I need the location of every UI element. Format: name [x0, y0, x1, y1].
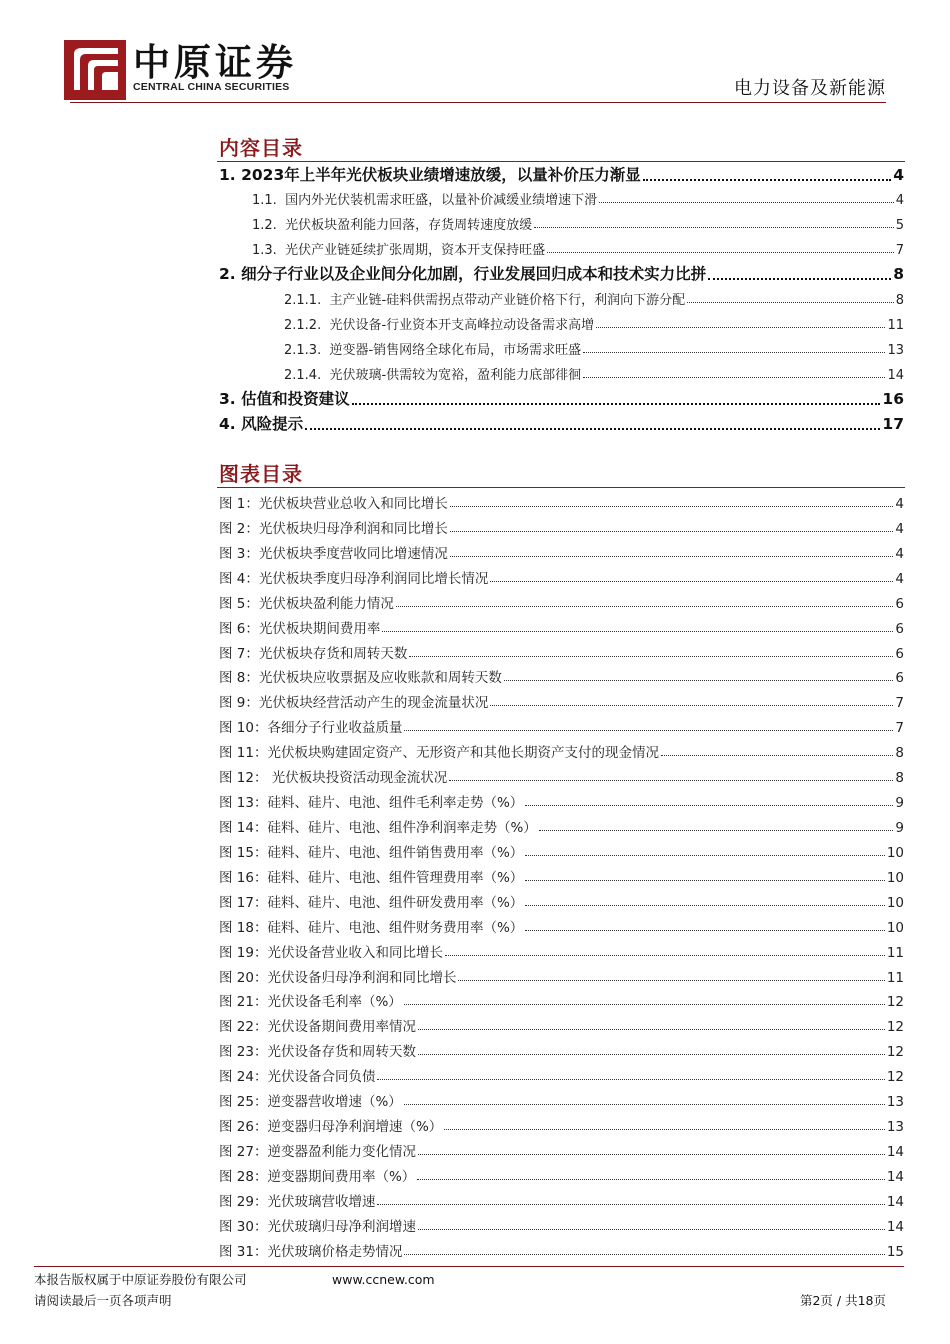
figure-item-page: 6 [895, 645, 904, 662]
figure-item[interactable] [219, 866, 904, 886]
figure-item-label: 图 6： [219, 620, 259, 637]
toc-leader-dots [583, 352, 885, 353]
figure-item-text: 光伏设备归母净利润和同比增长 [267, 969, 457, 986]
figure-leader-dots [418, 1154, 885, 1155]
figure-item-page: 11 [886, 969, 904, 986]
figure-item-text: 硅料、硅片、电池、组件研发费用率（%） [267, 894, 524, 911]
figure-item[interactable] [219, 916, 904, 936]
figure-leader-dots [418, 1054, 885, 1055]
toc-item-number: 2.1.1. [284, 293, 322, 308]
figure-item-text: 光伏玻璃营收增速 [267, 1193, 376, 1210]
figure-item-text: 光伏板块营业总收入和同比增长 [258, 496, 448, 512]
figure-item-text: 硅料、硅片、电池、组件管理费用率（%） [267, 869, 524, 886]
figure-leader-dots [525, 930, 885, 931]
figure-leader-dots [382, 631, 893, 632]
figure-item-page: 8 [895, 770, 904, 787]
figures-title: 图表目录 [219, 462, 303, 486]
toc-item-page: 7 [895, 243, 904, 258]
footer-disclaimer: 请阅读最后一页各项声明 [34, 1293, 172, 1308]
figure-item-label: 图 9： [219, 695, 259, 712]
figure-item-page: 4 [895, 545, 904, 562]
figure-leader-dots [525, 855, 885, 856]
figure-item-text: 硅料、硅片、电池、组件财务费用率（%） [267, 919, 524, 936]
toc-item-page: 16 [882, 390, 904, 408]
figure-item-label: 图 19： [219, 944, 268, 961]
figure-item-label: 图 30： [219, 1218, 268, 1235]
figure-item-page: 9 [895, 820, 904, 836]
figure-item-page: 10 [886, 894, 904, 911]
figure-item-label: 图 20： [219, 969, 268, 986]
toc-leader-dots [583, 377, 885, 378]
figure-leader-dots [504, 680, 894, 681]
toc-item-number: 2.1.4. [284, 368, 322, 383]
logo-english-name: CENTRAL CHINA SECURITIES [133, 81, 290, 93]
figure-item-text: 光伏玻璃价格走势情况 [267, 1243, 403, 1260]
figure-item[interactable] [219, 1190, 904, 1210]
figure-item[interactable] [219, 1015, 904, 1035]
toc-item-text: 光伏产业链延续扩张周期，资本开支保持旺盛 [285, 243, 546, 258]
figure-item[interactable] [219, 666, 904, 686]
toc-item[interactable] [252, 239, 904, 258]
figure-item-label: 图 18： [219, 919, 268, 936]
toc-item[interactable] [219, 262, 904, 284]
toc-item-text: 光伏玻璃-供需较为宽裕，盈利能力底部徘徊 [329, 368, 582, 383]
toc-item-text: 风险提示 [241, 415, 304, 433]
figure-leader-dots [444, 1129, 885, 1130]
toc-item-page: 4 [893, 166, 904, 184]
figure-item-page: 12 [886, 1019, 904, 1036]
figure-item-label: 图 13： [219, 795, 268, 811]
header-divider [70, 102, 886, 103]
company-logo-icon [64, 40, 126, 100]
toc-item-page: 13 [887, 343, 904, 358]
figure-item[interactable] [219, 841, 904, 861]
figure-item-text: 光伏设备毛利率（%） [267, 994, 402, 1011]
toc-item[interactable] [284, 339, 904, 358]
figure-item[interactable] [219, 642, 904, 662]
figure-item-label: 图 16： [219, 869, 268, 886]
figure-leader-dots [490, 581, 893, 582]
toc-item-text: 逆变器-销售网络全球化布局，市场需求旺盛 [329, 343, 582, 358]
figure-item[interactable] [219, 1215, 904, 1235]
figure-leader-dots [404, 1254, 884, 1255]
toc-item-page: 14 [887, 368, 904, 383]
figure-item-label: 图 1： [219, 496, 259, 512]
footer-copyright: 本报告版权属于中原证券股份有限公司 [34, 1272, 247, 1287]
figure-item-text: 光伏板块期间费用率 [258, 620, 381, 637]
figure-item-label: 图 24： [219, 1069, 268, 1086]
figure-item[interactable] [219, 517, 904, 537]
toc-item-page: 17 [882, 415, 904, 433]
figure-item-page: 13 [886, 1119, 904, 1135]
figure-item-page: 6 [895, 595, 904, 612]
figure-item-text: 各细分子行业收益质量 [267, 720, 403, 737]
figure-item-page: 4 [895, 496, 904, 512]
figure-leader-dots [409, 656, 893, 657]
figure-item-label: 图 27： [219, 1143, 268, 1160]
toc-item-number: 3. [219, 390, 236, 408]
toc-item-text: 主产业链-硅料供需拐点带动产业链价格下行，利润向下游分配 [329, 293, 686, 308]
figure-item[interactable] [219, 716, 904, 736]
figure-item-text: 光伏板块盈利能力情况 [258, 595, 394, 612]
figure-item-label: 图 14： [219, 820, 268, 836]
figure-leader-dots [377, 1204, 884, 1205]
figure-leader-dots [450, 531, 894, 532]
figure-item-label: 图 12： [219, 770, 268, 787]
figure-item-text: 光伏板块应收票据及应收账款和周转天数 [258, 670, 502, 687]
toc-leader-dots [305, 428, 880, 430]
figure-item-page: 14 [886, 1143, 904, 1160]
figure-item-label: 图 11： [219, 745, 268, 762]
figure-item-label: 图 31： [219, 1243, 268, 1260]
figure-item-text: 光伏板块季度营收同比增速情况 [258, 545, 448, 562]
toc-item[interactable] [219, 163, 904, 185]
figure-item[interactable] [219, 592, 904, 612]
figure-item-label: 图 26： [219, 1119, 268, 1135]
figure-item-page: 4 [895, 570, 904, 587]
figure-item-text: 光伏板块购建固定资产、无形资产和其他长期资产支付的现金情况 [267, 745, 659, 762]
figure-item-page: 10 [886, 919, 904, 936]
figure-item-page: 14 [886, 1218, 904, 1235]
figure-item-page: 11 [886, 944, 904, 961]
figure-leader-dots [539, 830, 894, 831]
figure-item-text: 光伏设备合同负债 [267, 1069, 376, 1086]
toc-item-number: 1. [219, 166, 236, 184]
figure-item-label: 图 29： [219, 1193, 268, 1210]
toc-item-text: 国内外光伏装机需求旺盛，以量补价减缓业绩增速下滑 [285, 193, 598, 208]
figures-title-divider [217, 487, 905, 488]
figure-item-label: 图 4： [219, 570, 259, 587]
figure-item-text: 光伏板块经营活动产生的现金流量状况 [258, 695, 489, 712]
figure-leader-dots [418, 1229, 885, 1230]
figure-item-page: 13 [886, 1094, 904, 1111]
figure-item[interactable] [219, 990, 904, 1010]
figure-item-label: 图 7： [219, 645, 259, 662]
toc-item-number: 2.1.3. [284, 343, 322, 358]
figure-item-text: 光伏板块存货和周转天数 [258, 645, 408, 662]
figure-leader-dots [404, 1104, 885, 1105]
figure-item-text: 逆变器盈利能力变化情况 [267, 1143, 416, 1160]
toc-item-number: 1.3. [252, 243, 277, 258]
page-header [0, 0, 950, 105]
figure-item-label: 图 15： [219, 844, 268, 861]
figure-item-page: 14 [886, 1193, 904, 1210]
figure-item[interactable] [219, 542, 904, 562]
figure-leader-dots [490, 705, 893, 706]
figure-item[interactable] [219, 941, 904, 961]
toc-title: 内容目录 [219, 136, 303, 160]
figure-item-page: 12 [886, 994, 904, 1011]
toc-item-text: 估值和投资建议 [241, 390, 350, 408]
footer-divider [34, 1266, 904, 1267]
figure-item-text: 逆变器期间费用率（%） [267, 1168, 416, 1185]
figure-item[interactable] [219, 1165, 904, 1185]
figure-item-text: 硅料、硅片、电池、组件毛利率走势（%） [267, 795, 524, 811]
footer-website-link[interactable]: www.ccnew.com [332, 1272, 435, 1287]
figure-leader-dots [418, 1029, 885, 1030]
figure-item-text: 逆变器归母净利润增速（%） [267, 1119, 443, 1135]
figure-item-page: 10 [886, 844, 904, 861]
figure-item-page: 14 [886, 1168, 904, 1185]
figure-item[interactable] [219, 1115, 904, 1135]
toc-leader-dots [534, 227, 894, 228]
figure-item-label: 图 2： [219, 520, 259, 537]
figure-item-label: 图 21： [219, 994, 268, 1011]
figure-item-page: 15 [886, 1243, 904, 1260]
figure-item[interactable] [219, 766, 904, 786]
figure-item-label: 图 23： [219, 1044, 268, 1061]
figure-leader-dots [525, 805, 893, 806]
figure-leader-dots [445, 955, 885, 956]
figure-item[interactable] [219, 1065, 904, 1085]
figure-leader-dots [525, 905, 885, 906]
figure-item-label: 图 28： [219, 1168, 268, 1185]
toc-item-page: 4 [895, 193, 904, 208]
figure-item[interactable] [219, 1090, 904, 1110]
toc-item-text: 光伏设备-行业资本开支高峰拉动设备需求高增 [329, 318, 595, 333]
figure-item-text: 硅料、硅片、电池、组件销售费用率（%） [267, 844, 524, 861]
figure-item[interactable] [219, 791, 904, 811]
figure-item-page: 9 [895, 795, 904, 811]
toc-item-number: 2.1.2. [284, 318, 322, 333]
toc-item[interactable] [252, 189, 904, 208]
figure-item-text: 硅料、硅片、电池、组件净利润率走势（%） [267, 820, 537, 836]
figure-leader-dots [404, 1004, 885, 1005]
figure-item[interactable] [219, 1040, 904, 1060]
figure-item-page: 4 [895, 520, 904, 537]
figure-item-text: 光伏板块归母净利润和同比增长 [258, 520, 448, 537]
toc-leader-dots [708, 278, 891, 280]
figure-item-label: 图 25： [219, 1094, 268, 1111]
toc-item[interactable] [252, 214, 904, 233]
figure-item-text: 光伏设备营业收入和同比增长 [267, 944, 443, 961]
figure-item-text: 光伏板块投资活动现金流状况 [267, 770, 448, 787]
figure-item-label: 图 22： [219, 1019, 268, 1036]
figure-item-label: 图 3： [219, 545, 259, 562]
figure-item[interactable] [219, 492, 904, 512]
toc-item[interactable] [219, 387, 904, 409]
figure-leader-dots [450, 506, 894, 507]
figure-leader-dots [377, 1079, 884, 1080]
figure-leader-dots [404, 730, 893, 731]
figure-item-page: 7 [895, 720, 904, 737]
toc-item-page: 5 [895, 218, 904, 233]
toc-item-page: 11 [887, 318, 904, 333]
figure-item-page: 7 [895, 695, 904, 712]
figure-leader-dots [449, 780, 893, 781]
report-category: 电力设备及新能源 [734, 78, 886, 99]
toc-item[interactable] [219, 412, 904, 434]
figure-item-label: 图 8： [219, 670, 259, 687]
figure-leader-dots [458, 980, 884, 981]
footer-page-info: 第2页 / 共18页 [799, 1293, 886, 1308]
toc-item-number: 4. [219, 415, 236, 433]
figure-leader-dots [525, 880, 885, 881]
toc-item-page: 8 [893, 265, 904, 283]
toc-item-number: 2. [219, 265, 236, 283]
figure-item-text: 光伏设备期间费用率情况 [267, 1019, 416, 1036]
toc-leader-dots [547, 252, 894, 253]
toc-title-divider [217, 161, 905, 162]
figure-leader-dots [450, 556, 894, 557]
figure-leader-dots [396, 606, 894, 607]
figure-item[interactable] [219, 617, 904, 637]
toc-item[interactable] [284, 314, 904, 333]
toc-item-text: 2023年上半年光伏板块业绩增速放缓，以量补价压力渐显 [241, 166, 641, 184]
toc-item-number: 1.1. [252, 193, 277, 208]
figure-item-page: 10 [886, 869, 904, 886]
toc-item-text: 光伏板块盈利能力回落，存货周转速度放缓 [285, 218, 533, 233]
toc-leader-dots [352, 403, 881, 405]
toc-leader-dots [599, 202, 894, 203]
figure-item[interactable] [219, 567, 904, 587]
figure-item[interactable] [219, 1240, 904, 1260]
toc-item[interactable] [284, 364, 904, 383]
figure-item[interactable] [219, 1140, 904, 1160]
figure-item-label: 图 5： [219, 595, 259, 612]
figure-item[interactable] [219, 816, 904, 836]
figure-leader-dots [661, 755, 893, 756]
figure-item-text: 光伏板块季度归母净利润同比增长情况 [258, 570, 489, 587]
figure-item-page: 6 [895, 620, 904, 637]
figure-item-page: 6 [895, 670, 904, 687]
toc-item[interactable] [284, 289, 904, 308]
figure-item[interactable] [219, 891, 904, 911]
toc-leader-dots [596, 327, 885, 328]
toc-item-page: 8 [895, 293, 904, 308]
figure-item-label: 图 17： [219, 894, 268, 911]
toc-leader-dots [687, 302, 894, 303]
toc-item-number: 1.2. [252, 218, 277, 233]
figure-item-text: 光伏设备存货和周转天数 [267, 1044, 416, 1061]
figure-item-page: 8 [895, 745, 904, 762]
figure-item[interactable] [219, 691, 904, 711]
figure-item[interactable] [219, 741, 904, 761]
figure-leader-dots [417, 1179, 885, 1180]
toc-leader-dots [643, 179, 891, 181]
figure-item-page: 12 [886, 1069, 904, 1086]
logo-chinese-name: 中原证券 [133, 40, 297, 84]
figure-item[interactable] [219, 966, 904, 986]
figure-item-text: 光伏玻璃归母净利润增速 [267, 1218, 416, 1235]
figure-item-text: 逆变器营收增速（%） [267, 1094, 402, 1111]
toc-item-text: 细分子行业以及企业间分化加剧，行业发展回归成本和技术实力比拼 [241, 265, 707, 283]
figure-item-label: 图 10： [219, 720, 268, 737]
figure-item-page: 12 [886, 1044, 904, 1061]
